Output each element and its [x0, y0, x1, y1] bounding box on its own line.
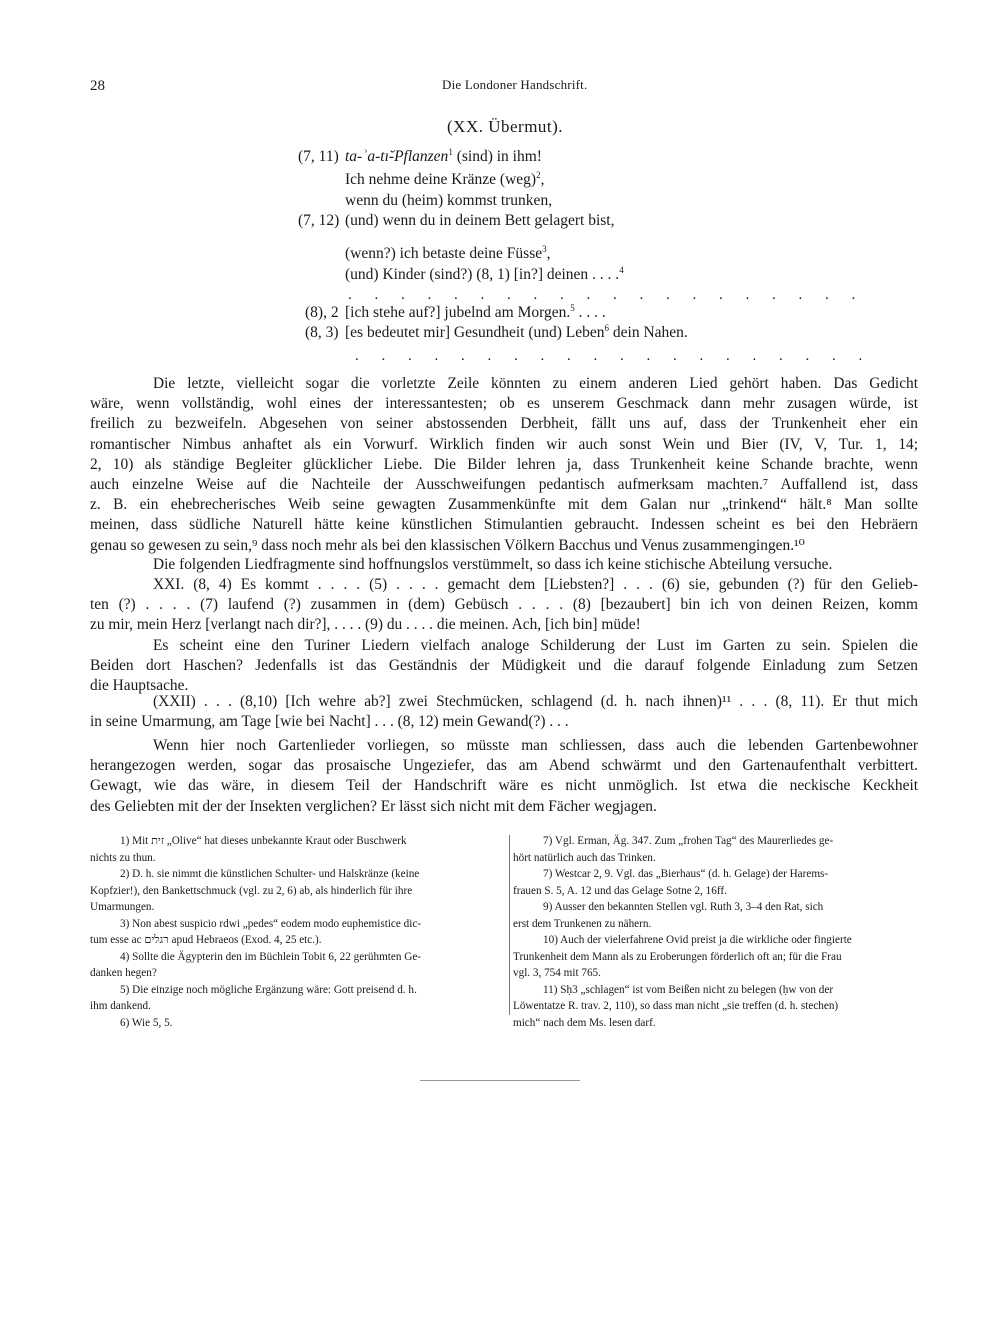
- poem-line-text: [es bedeutet mir] Gesundheit (und) Leben: [345, 324, 605, 341]
- footnote-line: ihm dankend.: [90, 1000, 151, 1012]
- text-line: ten (?) . . . . (7) laufend (?) zusammen in (dem) Gebüsch . . . . (8) [bezaubert] bin ich von deinen Reizen, komm: [90, 596, 918, 614]
- poem-line-text: wenn du (heim) kommst trunken,: [345, 192, 553, 209]
- body-paragraph: [90, 636, 918, 697]
- footnote: [90, 866, 498, 916]
- footnote: [513, 932, 917, 982]
- text-line: z. B. ein ehebrecherisches Weib seine gewagten Zusammenkünfte mit dem Galan nur „trinkend“ hält.⁸ Man sollte: [90, 496, 918, 514]
- poem-line-text: (und) Kinder (sind?) (8, 1) [in?] deinen . . . .: [345, 266, 620, 283]
- verse-reference: (7, 12): [298, 212, 340, 229]
- footnote-line: 9) Ausser den bekannten Stellen vgl. Ruth 3, 3–4 den Rat, sich: [543, 901, 824, 913]
- footnote-marker: 2: [536, 170, 541, 180]
- poem-line: [345, 148, 542, 166]
- text-line: herangezogen werden, sogar das prosaische Ungeziefer, das am Abend schwärmt und den Gartenaufenthalt verbittert.: [90, 757, 918, 775]
- footnote-line: vgl. 3, 754 mit 765.: [513, 967, 601, 979]
- footnote-line: Kopfzier!), den Bankettschmuck (vgl. zu 2, 6) ab, als hinderlich für ihre: [90, 884, 413, 897]
- footnote: [90, 1015, 498, 1032]
- footnote-marker: 3: [542, 244, 547, 254]
- poem-line-tail: . . . .: [574, 304, 606, 321]
- poem-line-tail: ,: [540, 171, 545, 188]
- footnote-line: 5) Die einzige noch mögliche Ergänzung wäre: Gott preisend d. h.: [120, 983, 417, 996]
- poem-line-text: (wenn?) ich betaste deine Füsse: [345, 245, 543, 262]
- poem-line: [345, 192, 552, 210]
- text-line: freilich zu bezweifeln. Abgesehen von seiner abstossenden Derbheit, fällt uns auf, dass der Trunkenheit eher ein: [90, 415, 918, 433]
- footnote-marker: 4: [619, 265, 624, 275]
- footnote: [90, 916, 498, 949]
- text-line: meinen, dass südliche Naturell hätte keine künstlichen Stimulantien gebraucht. Indessen scheint es bei den Hebräern: [90, 516, 918, 534]
- footnote-line: 6) Wie 5, 5.: [120, 1016, 173, 1029]
- text-line: Gewagt, wie das wäre, in diesem Teil der Handschrift wäre es nicht unmöglich. Ist etwa die neckische Keckheit: [90, 777, 918, 795]
- footnote-line: 7) Westcar 2, 9. Vgl. das „Bierhaus“ (d. h. Gelage) der Harems-: [543, 868, 829, 880]
- text-line: Die letzte, vielleicht sogar die vorletzte Zeile könnten zu einem anderen Lied gehört haben. Das Gedicht: [153, 375, 918, 392]
- text-line: 2, 10) als ständige Begleiter glücklicher Liebe. Die Bilder lehren ja, dass Trunkenheit keine Schande brachte, wenn: [90, 455, 918, 473]
- text-line: Die folgenden Liedfragmente sind hoffnungslos verstümmelt, so dass ich keine stichische Abteilung versuche.: [153, 556, 833, 573]
- text-line: Wenn hier noch Gartenlieder vorliegen, so müsste man schliessen, dass auch die lebenden Gartenbewohner: [153, 737, 918, 754]
- body-paragraph: [90, 575, 918, 636]
- text-line: Beiden dort Haschen? Jedenfalls ist das Geständnis der Müdigkeit und die darauf folgende Einladung zum Setzen: [90, 657, 918, 675]
- footnote-line: 3) Non abest suspicio rdwi „pedes“ eodem modo euphemistice dic-: [120, 917, 422, 930]
- poem-line: [345, 304, 606, 322]
- footnote: [513, 866, 917, 899]
- footnotes-left-column: [90, 833, 498, 1031]
- text-line: zu mir, mein Herz [verlangt nach dir?], . . . . (9) du . . . . die meinen. Ach, [ich bin] müde!: [90, 616, 641, 634]
- footnote-line: mich“ nach dem Ms. lesen darf.: [513, 1016, 656, 1029]
- text-line: genau so gewesen zu sein,⁹ dass noch mehr als bei den klassischen Völkern Bacchus und Venus zusammengingen.¹⁰: [90, 536, 805, 554]
- footnote-divider: [509, 835, 510, 1015]
- footnotes-right-column: [513, 833, 917, 1031]
- text-line: romantischer Nimbus anhaftet als ein Vorwurf. Wirklich finden wir auch sonst Wein und Bier (IV, V, Tur. 1, 14;: [90, 435, 918, 453]
- footnote-line: 2) D. h. sie nimmt die künstlichen Schulter- und Halskränze (keine: [120, 868, 420, 880]
- footnote-line: frauen S. 5, A. 12 und das Gelage Sotne 2, 16ff.: [513, 884, 727, 897]
- poem-line-text: Ich nehme deine Kränze (weg): [345, 171, 537, 188]
- poem-line-text: ta-ʾa-tı̆-Pflanzen: [345, 148, 449, 165]
- footnote: [90, 949, 498, 982]
- footnote-marker: 1: [448, 147, 453, 157]
- footnote-line: tum esse ac רגלים apud Hebraeos (Exod. 4, 25 etc.).: [90, 934, 322, 946]
- poem-line-text: [ich stehe auf?] jubelnd am Morgen.: [345, 304, 571, 321]
- footnote-line: danken hegen?: [90, 967, 157, 979]
- poem-line-tail: (sind) in ihm!: [452, 148, 542, 165]
- footnote-line: 1) Mit זית „Olive“ hat dieses unbekannte Kraut oder Buschwerk: [120, 835, 407, 847]
- footnote-line: 10) Auch der vielerfahrene Ovid preist ja die wirkliche oder fingierte: [543, 934, 852, 946]
- poem-line-tail: dein Nahen.: [609, 324, 688, 341]
- body-paragraph: [90, 555, 918, 575]
- poem-line: [345, 266, 624, 284]
- body-paragraph: [90, 736, 918, 817]
- verse-reference: (8), 2: [305, 304, 339, 321]
- footnote-line: Trunkenheit dem Mann als zu Eroberungen förderlich oft an; für die Frau: [513, 950, 842, 963]
- footnote-line: 11) Sḥ3 „schlagen“ ist vom Beißen nicht zu belegen (ḥw von der: [543, 983, 834, 996]
- verse-reference: (7, 11): [298, 148, 339, 165]
- text-line: (XXII) . . . (8,10) [Ich wehre ab?] zwei Stechmücken, schlagend (d. h. nach ihnen)¹¹ . . . (8, 11). Er thut mich: [153, 693, 918, 710]
- ellipsis-row: . . . . . . . . . . . . . . . . . . . .: [348, 287, 865, 303]
- footnote-marker: 6: [604, 323, 610, 333]
- page-number: 28: [90, 78, 105, 94]
- text-line: in seine Umarmung, am Tage [wie bei Nacht] . . . (8, 12) mein Gewand(?) . . .: [90, 713, 569, 731]
- poem-line-tail: ,: [546, 245, 551, 262]
- ellipsis-row: . . . . . . . . . . . . . . . . . . . .: [355, 348, 872, 364]
- footnote-line: Löwentatze R. trav. 2, 110), so dass man nicht „sie treffen (d. h. stechen): [513, 1000, 839, 1012]
- text-line: des Geliebten mit der der Insekten verglichen? Er lässt sich nicht mit dem Fächer wegjagen.: [90, 797, 657, 815]
- text-line: auch einzelne Weise auf die Nachteile der Ausschweifungen pedantisch aufmerksam machten.⁷ Auffallend ist, dass: [90, 476, 918, 494]
- poem-line: [345, 171, 544, 189]
- footnote-marker: 5: [570, 303, 575, 313]
- footnote-line: hört natürlich auch das Trinken.: [513, 851, 656, 864]
- text-line: wäre, wenn vollständig, wohl eines der interessantesten; ob es unserem Geschmack dann mehr zusagen würde, ist: [90, 395, 918, 413]
- poem-title: (XX. Übermut).: [447, 117, 564, 136]
- footnote: [90, 982, 498, 1015]
- footnote-line: erst dem Trunkenen zu nähern.: [513, 917, 652, 930]
- body-paragraph: [90, 374, 918, 556]
- running-head: Die Londoner Handschrift.: [442, 77, 588, 92]
- bottom-rule: [420, 1080, 580, 1081]
- text-line: XXI. (8, 4) Es kommt . . . . (5) . . . . gemacht dem [Liebsten?] . . . (6) sie, gebunden (?) für den Gelieb-: [153, 576, 918, 593]
- footnote: [90, 833, 498, 866]
- poem-line: [345, 212, 614, 230]
- footnote-line: nichts zu thun.: [90, 851, 156, 864]
- verse-reference: (8, 3): [305, 324, 339, 341]
- footnote-line: Umarmungen.: [90, 901, 155, 913]
- footnote: [513, 833, 917, 866]
- poem-line: [345, 245, 551, 263]
- footnote: [513, 899, 917, 932]
- footnote-line: 7) Vgl. Erman, Äg. 347. Zum „frohen Tag“ des Maurerliedes ge-: [543, 835, 834, 847]
- text-line: die Hauptsache.: [90, 677, 189, 695]
- poem-line-text: (und) wenn du in deinem Bett gelagert bist,: [345, 212, 615, 229]
- body-paragraph: [90, 692, 918, 732]
- footnote: [513, 982, 917, 1032]
- text-line: Es scheint eine den Turiner Liedern vielfach analoge Schilderung der Lust im Garten zu sein. Spielen die: [153, 637, 918, 654]
- poem-line: [345, 324, 688, 342]
- footnote-line: 4) Sollte die Ägypterin den im Büchlein Tobit 6, 22 gerühmten Ge-: [120, 950, 422, 963]
